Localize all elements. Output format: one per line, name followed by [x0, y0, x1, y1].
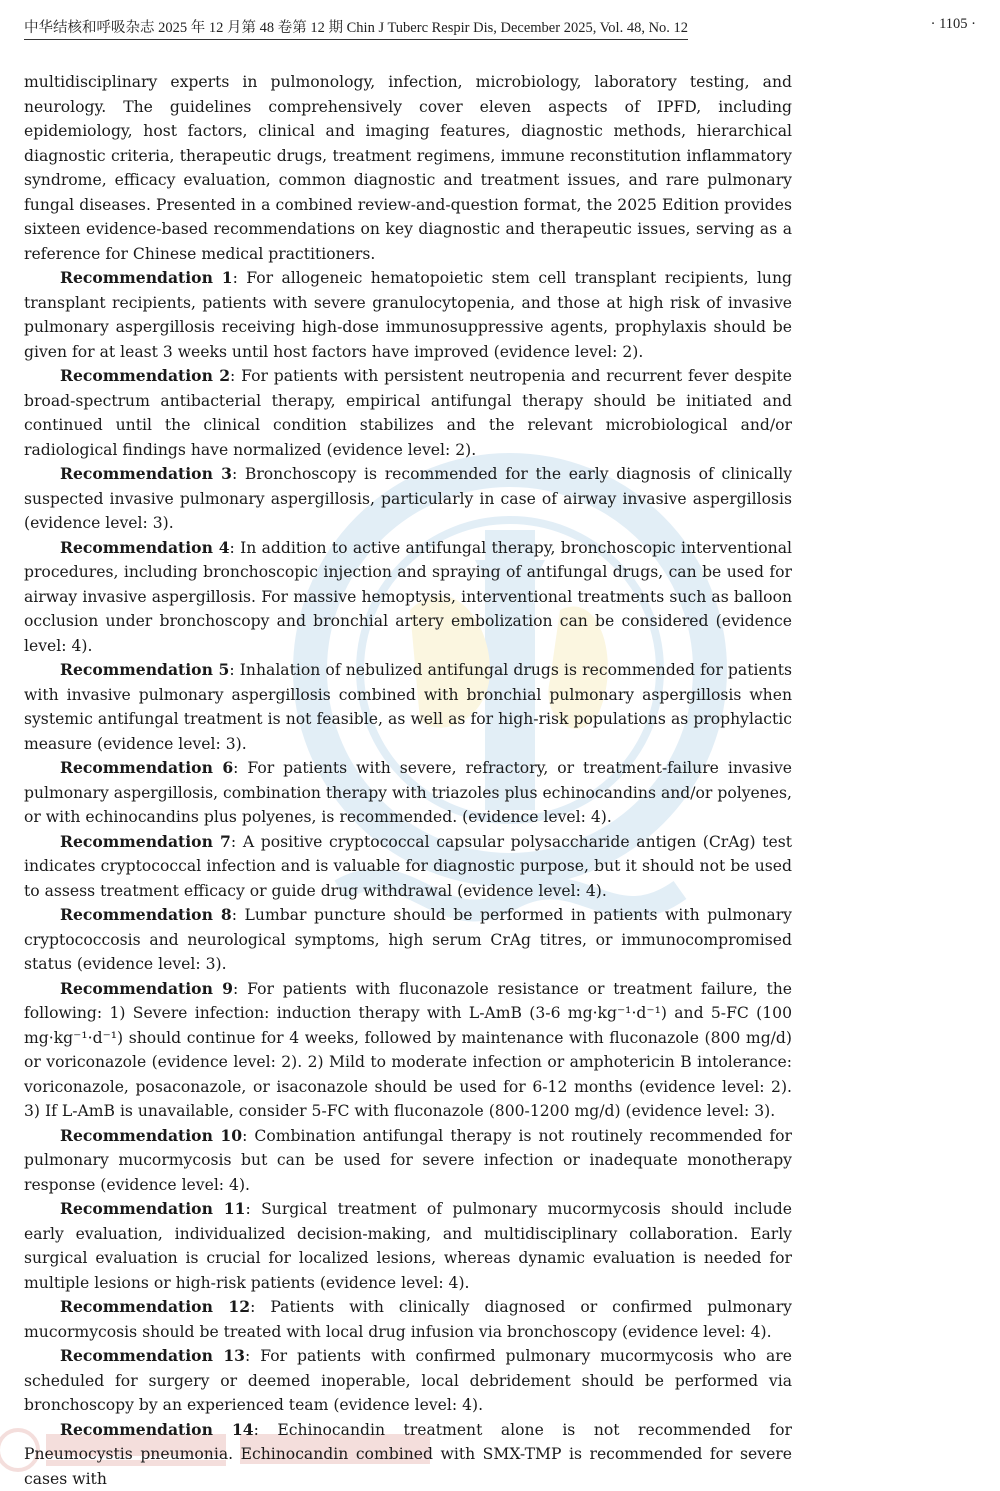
recommendation-9: [24, 977, 792, 1124]
recommendation-14: [24, 1418, 792, 1491]
recommendation-text: : For patients with confirmed pulmonary mucormycosis who are scheduled for surgery or deemed inoperable, local debridement should be performed via bronchoscopy by an experienced team (evidence level: 4).: [24, 1347, 792, 1414]
recommendation-10: [24, 1124, 792, 1198]
recommendation-label: Recommendation 12: [60, 1297, 250, 1316]
recommendation-label: Recommendation 14: [60, 1420, 254, 1439]
recommendation-text: : Lumbar puncture should be performed in patients with pulmonary cryptococcosis and neurological symptoms, high serum CrAg titres, or immunocompromised status (evidence level: 3).: [24, 906, 792, 973]
running-header: [24, 14, 976, 38]
recommendation-label: Recommendation 5: [60, 660, 229, 679]
recommendation-3: [24, 462, 792, 536]
recommendation-text: : Surgical treatment of pulmonary mucormycosis should include early evaluation, individualized decision-making, and multidisciplinary collaboration. Early surgical evaluation is crucial for localized lesions, whereas dynamic evaluation is needed for multiple lesions or high-risk patients (evidence level: 4).: [24, 1200, 792, 1292]
journal-citation: 中华结核和呼吸杂志 2025 年 12 月第 48 卷第 12 期 Chin J Tuberc Respir Dis, December 2025, Vol. 48, No. 12: [24, 16, 688, 40]
recommendation-label: Recommendation 13: [60, 1346, 245, 1365]
recommendation-text: : For patients with severe, refractory, or treatment-failure invasive pulmonary aspergillosis, combination therapy with triazoles plus echinocandins and/or polyenes, or with echinocandins plus polyenes, is recommended. (evidence level: 4).: [24, 759, 792, 826]
recommendation-label: Recommendation 2: [60, 366, 230, 385]
recommendation-label: Recommendation 1: [60, 268, 233, 287]
recommendation-text: : In addition to active antifungal therapy, bronchoscopic interventional procedures, including bronchoscopic injection and spraying of antifungal drugs, can be used for airway invasive aspergillosis. For massive hemoptysis, interventional treatments such as balloon occlusion under bronchoscopy and bronchial artery embolization can be considered (evidence level: 4).: [24, 539, 792, 655]
recommendation-text: : Inhalation of nebulized antifungal drugs is recommended for patients with invasive pulmonary aspergillosis combined with bronchial pulmonary aspergillosis when systemic antifungal treatment is not feasible, as well as for high-risk populations as prophylactic measure (evidence level: 3).: [24, 661, 792, 753]
recommendation-6: [24, 756, 792, 830]
recommendation-text: : Bronchoscopy is recommended for the early diagnosis of clinically suspected invasive pulmonary aspergillosis, particularly in case of airway invasive aspergillosis (evidence level: 3).: [24, 465, 792, 532]
recommendation-8: [24, 903, 792, 977]
recommendation-text: : A positive cryptococcal capsular polysaccharide antigen (CrAg) test indicates cryptococcal infection and is valuable for diagnostic purpose, but it should not be used to assess treatment efficacy or guide drug withdrawal (evidence level: 4).: [24, 833, 792, 900]
recommendation-7: [24, 830, 792, 904]
recommendation-1: [24, 266, 792, 364]
recommendation-13: [24, 1344, 792, 1418]
recommendation-label: Recommendation 4: [60, 538, 230, 557]
recommendation-label: Recommendation 10: [60, 1126, 242, 1145]
recommendation-label: Recommendation 7: [60, 832, 231, 851]
recommendation-text: : Combination antifungal therapy is not routinely recommended for pulmonary mucormycosis but can be used for severe infection or inadequate monotherapy response (evidence level: 4).: [24, 1127, 792, 1194]
recommendation-11: [24, 1197, 792, 1295]
recommendation-text: : For patients with fluconazole resistance or treatment failure, the following: 1) Severe infection: induction therapy with L-AmB (3-6 mg·kg⁻¹·d⁻¹) and 5-FC (100 mg·kg⁻¹·d⁻¹) should continue for 4 weeks, followed by maintenance with fluconazole (800 mg/d) or voriconazole (evidence level: 2). 2) Mild to moderate infection or amphotericin B intolerance: voriconazole, posaconazole, or isaconazole should be used for 6-12 months (evidence level: 2). 3) If L-AmB is unavailable, consider 5-FC with fluconazole (800-1200 mg/d) (evidence level: 3).: [24, 980, 792, 1121]
recommendation-label: Recommendation 9: [60, 979, 233, 998]
recommendation-2: [24, 364, 792, 462]
recommendation-12: [24, 1295, 792, 1344]
recommendation-label: Recommendation 3: [60, 464, 232, 483]
intro-paragraph: multidisciplinary experts in pulmonology, infection, microbiology, laboratory testing, and neurology. The guidelines comprehensively cover eleven aspects of IPFD, including epidemiology, host factors, clinical and imaging features, diagnostic methods, hierarchical diagnostic criteria, therapeutic drugs, treatment regimens, immune reconstitution inflammatory syndrome, efficacy evaluation, common diagnostic and treatment issues, and rare pulmonary fungal diseases. Presented in a combined review-and-question format, the 2025 Edition provides sixteen evidence-based recommendations on key diagnostic and therapeutic issues, serving as a reference for Chinese medical practitioners.: [24, 70, 792, 266]
recommendation-label: Recommendation 6: [60, 758, 233, 777]
page-number: · 1105 ·: [931, 16, 976, 33]
recommendation-4: [24, 536, 792, 659]
recommendation-text: : For allogeneic hematopoietic stem cell transplant recipients, lung transplant recipients, patients with severe granulocytopenia, and those at high risk of invasive pulmonary aspergillosis receiving high-dose immunosuppressive agents, prophylaxis should be given for at least 3 weeks until host factors have improved (evidence level: 2).: [24, 269, 792, 361]
recommendation-5: [24, 658, 792, 756]
recommendation-text: : Patients with clinically diagnosed or confirmed pulmonary mucormycosis should be treated with local drug infusion via bronchoscopy (evidence level: 4).: [24, 1298, 792, 1341]
recommendation-label: Recommendation 8: [60, 905, 232, 924]
recommendation-text: : Echinocandin treatment alone is not recommended for Pneumocystis pneumonia. Echinocandin combined with SMX-TMP is recommended for severe cases with: [24, 1421, 792, 1488]
recommendation-text: : For patients with persistent neutropenia and recurrent fever despite broad-spectrum antibacterial therapy, empirical antifungal therapy should be initiated and continued until the clinical condition stabilizes and the relevant microbiological and/or radiological findings have normalized (evidence level: 2).: [24, 367, 792, 459]
recommendation-label: Recommendation 11: [60, 1199, 245, 1218]
article-body: [24, 70, 792, 1491]
